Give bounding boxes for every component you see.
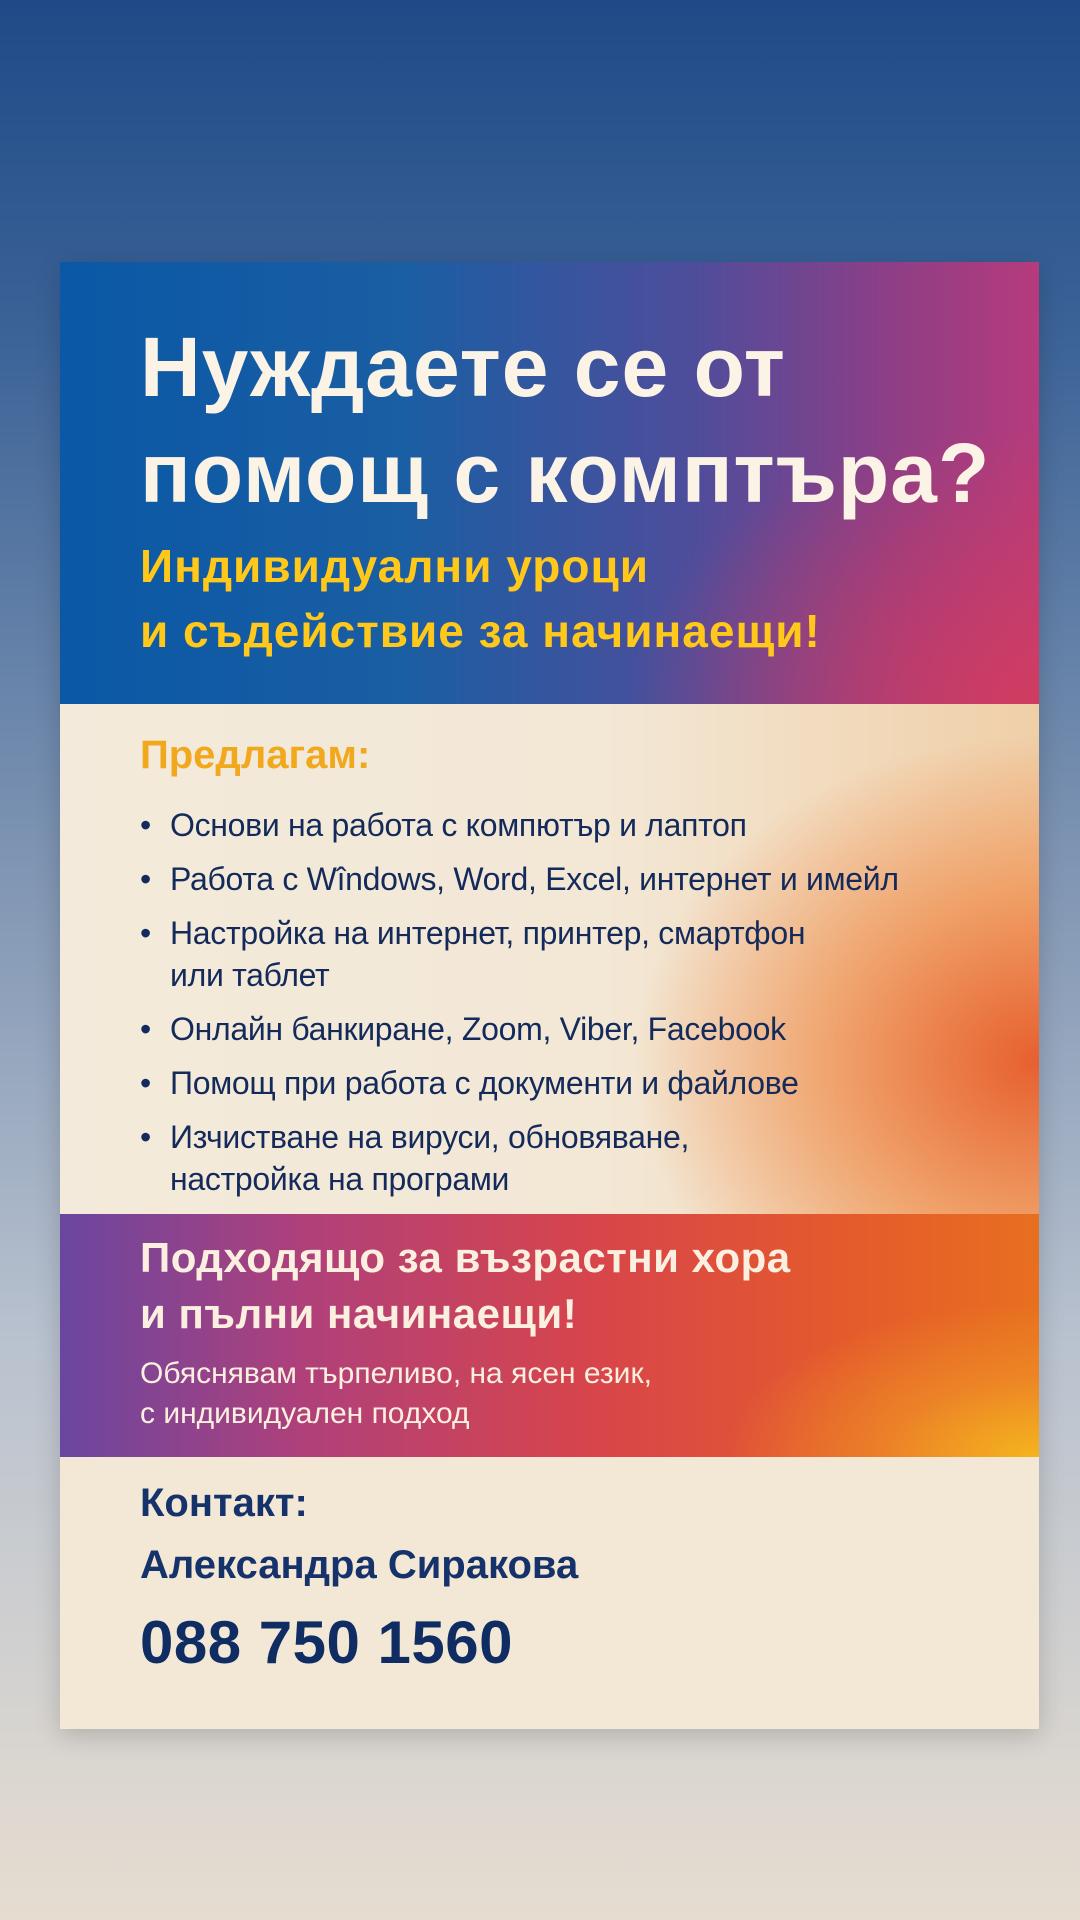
offer-list [140,804,1020,1212]
suitability-text-line-2: с индивидуален подход [140,1397,470,1430]
offer-heading: Предлагам: [140,733,371,777]
headline-line-1: Нуждаете се от [140,320,786,414]
headline-line-2: помощ с комптъра? [140,426,991,520]
subheadline [140,534,1020,664]
contact-section [60,1457,1039,1729]
header-section [60,262,1039,704]
bullet-icon: • [140,1011,151,1047]
subheadline-line-2: и съдействие за начинаещи! [140,605,821,657]
suitability-heading [140,1230,791,1342]
bullet-icon: • [140,807,151,843]
offer-item-text: Основи на работа с компютър и лаптоп [170,807,747,843]
offer-item [140,858,1020,900]
contact-phone[interactable]: 088 750 1560 [140,1609,514,1676]
offer-item [140,1008,1020,1050]
offer-item [140,912,1020,996]
offer-item [140,1062,1020,1104]
subheadline-line-1: Индивидуални уроци [140,540,649,592]
bullet-icon: • [140,1119,151,1155]
offer-item [140,804,1020,846]
bullet-icon: • [140,915,151,951]
suitability-heading-line-2: и пълни начинаещи! [140,1290,578,1337]
offer-item [140,1116,1020,1200]
offer-item-text: или таблет [170,957,330,993]
bullet-icon: • [140,1065,151,1101]
suitability-text-line-1: Обяснявам търпеливо, на ясен език, [140,1357,652,1390]
suitability-section [60,1214,1039,1457]
offer-item-text: Онлайн банкиране, Zoom, Viber, Facebook [170,1011,786,1047]
contact-label: Контакт: [140,1481,308,1525]
offer-item-text: Настройка на интернет, принтер, смартфон [170,915,806,951]
contact-name: Александра Сиракова [140,1543,579,1587]
offer-item-text: настройка на програми [170,1161,510,1197]
offer-item-text: Изчистване на вируси, обновяване, [170,1119,690,1155]
headline [140,314,1020,526]
suitability-text [140,1354,652,1434]
suitability-heading-line-1: Подходящо за възрастни хора [140,1234,791,1281]
bullet-icon: • [140,861,151,897]
offer-item-text: Работа с Wîndows, Word, Excel, интернет и имейл [170,861,899,897]
offer-item-text: Помощ при работа с документи и файлове [170,1065,799,1101]
offer-section [60,704,1039,1214]
flyer [60,262,1039,1729]
